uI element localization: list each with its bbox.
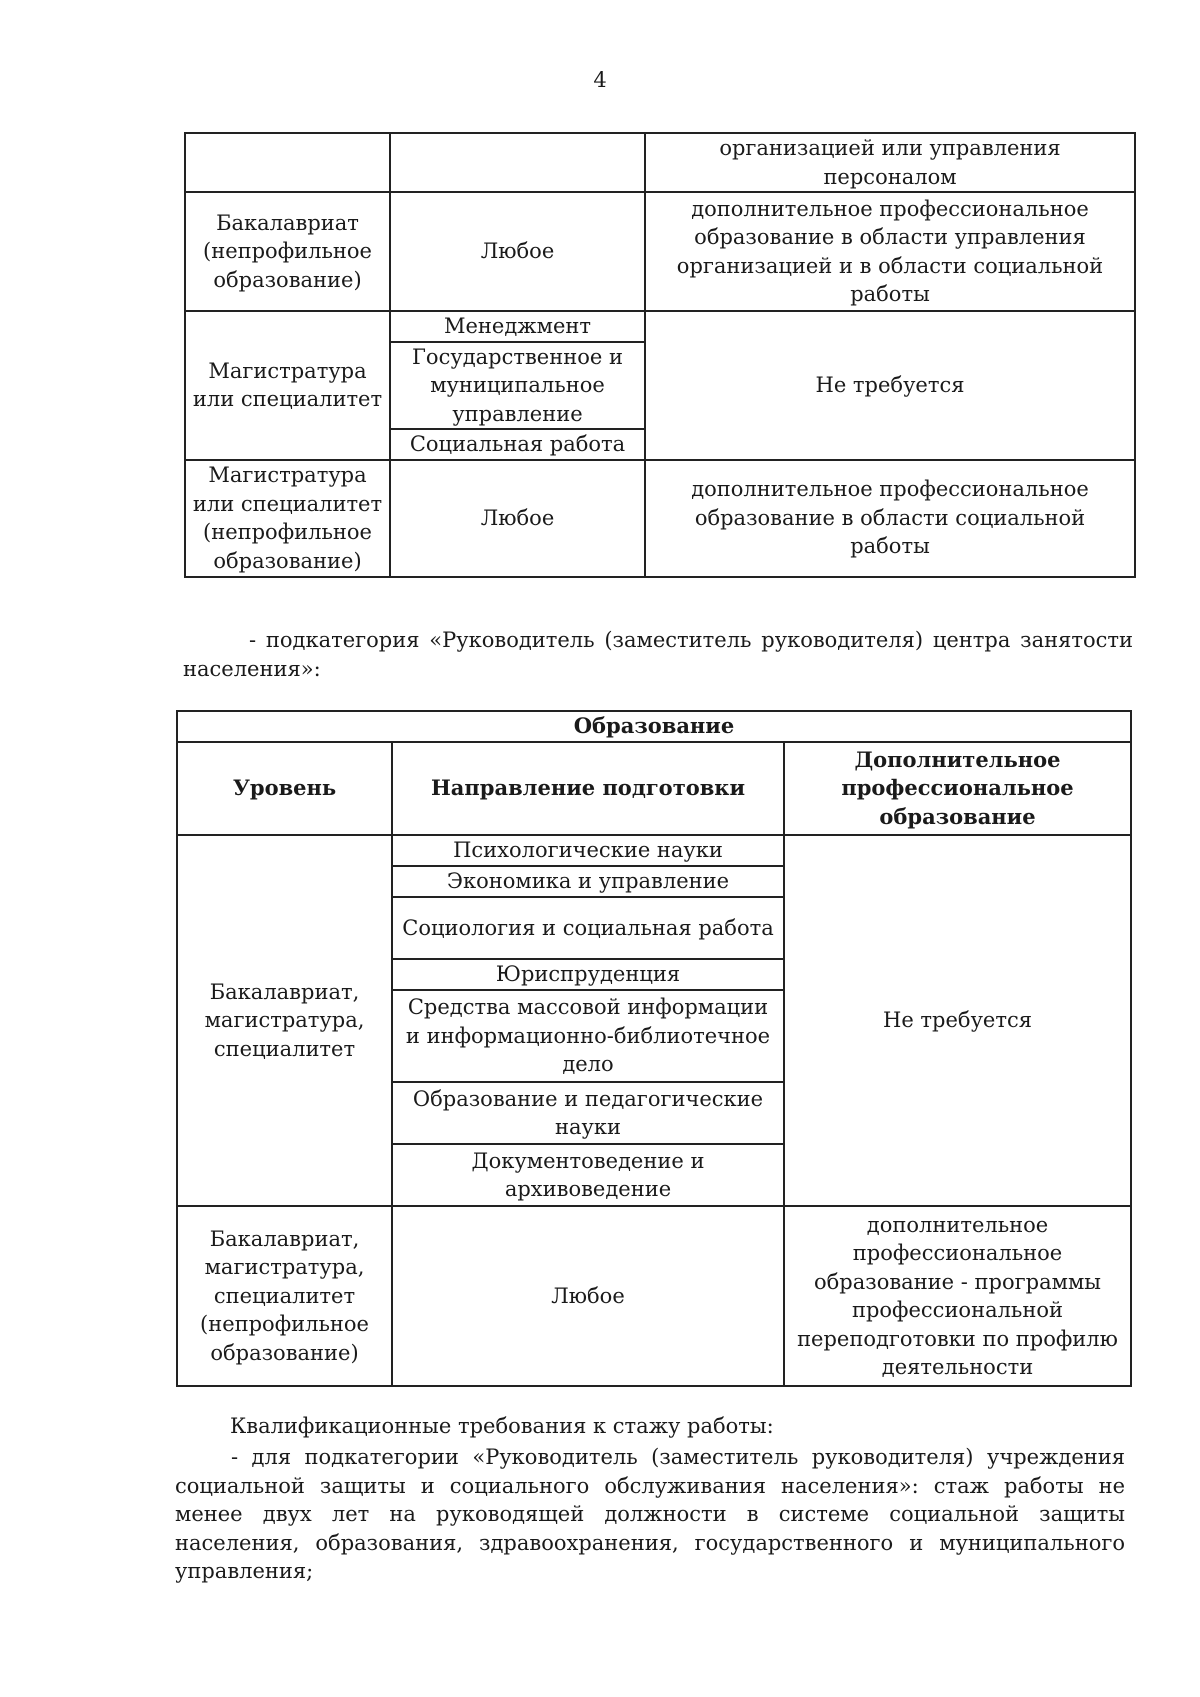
- additional-education-cell: дополнительное профессиональное образование - программы профессиональной переподготовки по профилю деятельности: [784, 1206, 1131, 1386]
- direction-cell: Любое: [390, 460, 645, 577]
- page-number: 4: [593, 68, 607, 92]
- direction-cell: Экономика и управление: [392, 866, 784, 897]
- education-table-continued: [184, 132, 1136, 578]
- direction-cell: Средства массовой информации и информационно-библиотечное дело: [392, 990, 784, 1082]
- direction-cell: Юриспруденция: [392, 959, 784, 990]
- direction-cell: Менеджмент: [390, 311, 645, 342]
- direction-cell: Государственное и муниципальное управление: [390, 342, 645, 430]
- level-cell: Бакалавриат, магистратура, специалитет (непрофильное образование): [177, 1206, 392, 1386]
- level-cell: Бакалавриат, магистратура, специалитет: [177, 835, 392, 1206]
- table-header-row: [177, 711, 1131, 742]
- direction-cell: Социальная работа: [390, 429, 645, 460]
- education-group-header: Образование: [177, 711, 1131, 742]
- direction-cell: [390, 133, 645, 192]
- level-column-header: Уровень: [177, 742, 392, 835]
- additional-education-cell: дополнительное профессиональное образование в области управления организацией и в области социальной работы: [645, 192, 1135, 311]
- table-row: [177, 835, 1131, 866]
- direction-cell: Любое: [390, 192, 645, 311]
- direction-cell: Документоведение и архивоведение: [392, 1144, 784, 1206]
- direction-cell: Психологические науки: [392, 835, 784, 866]
- experience-requirements-title: Квалификационные требования к стажу работы:: [230, 1414, 774, 1438]
- additional-education-column-header: Дополнительное профессиональное образование: [784, 742, 1131, 835]
- level-cell: Магистратура или специалитет: [185, 311, 390, 460]
- direction-column-header: Направление подготовки: [392, 742, 784, 835]
- education-table: [176, 710, 1132, 1387]
- direction-cell: Социология и социальная работа: [392, 897, 784, 959]
- additional-education-cell: организацией или управления персоналом: [645, 133, 1135, 192]
- table-row: [185, 192, 1135, 311]
- table-row: [185, 460, 1135, 577]
- direction-cell: Образование и педагогические науки: [392, 1082, 784, 1144]
- additional-education-cell: дополнительное профессиональное образование в области социальной работы: [645, 460, 1135, 577]
- table-row: [177, 1206, 1131, 1386]
- table-row: [185, 311, 1135, 342]
- additional-education-cell: Не требуется: [645, 311, 1135, 460]
- level-cell: Бакалавриат (непрофильное образование): [185, 192, 390, 311]
- level-cell: [185, 133, 390, 192]
- experience-requirements-paragraph: - для подкатегории «Руководитель (заместитель руководителя) учреждения социальной защиты и социального обслуживания населения»: стаж работы не менее двух лет на руководящей должности в системе социальной защиты населения, образования, здравоохранения, государственного и муниципального управления;: [175, 1445, 1125, 1583]
- subcategory-paragraph: - подкатегория «Руководитель (заместитель руководителя) центра занятости населения»:: [183, 628, 1133, 681]
- table-header-row: [177, 742, 1131, 835]
- table-row: [185, 133, 1135, 192]
- direction-cell: Любое: [392, 1206, 784, 1386]
- level-cell: Магистратура или специалитет (непрофильное образование): [185, 460, 390, 577]
- additional-education-cell: Не требуется: [784, 835, 1131, 1206]
